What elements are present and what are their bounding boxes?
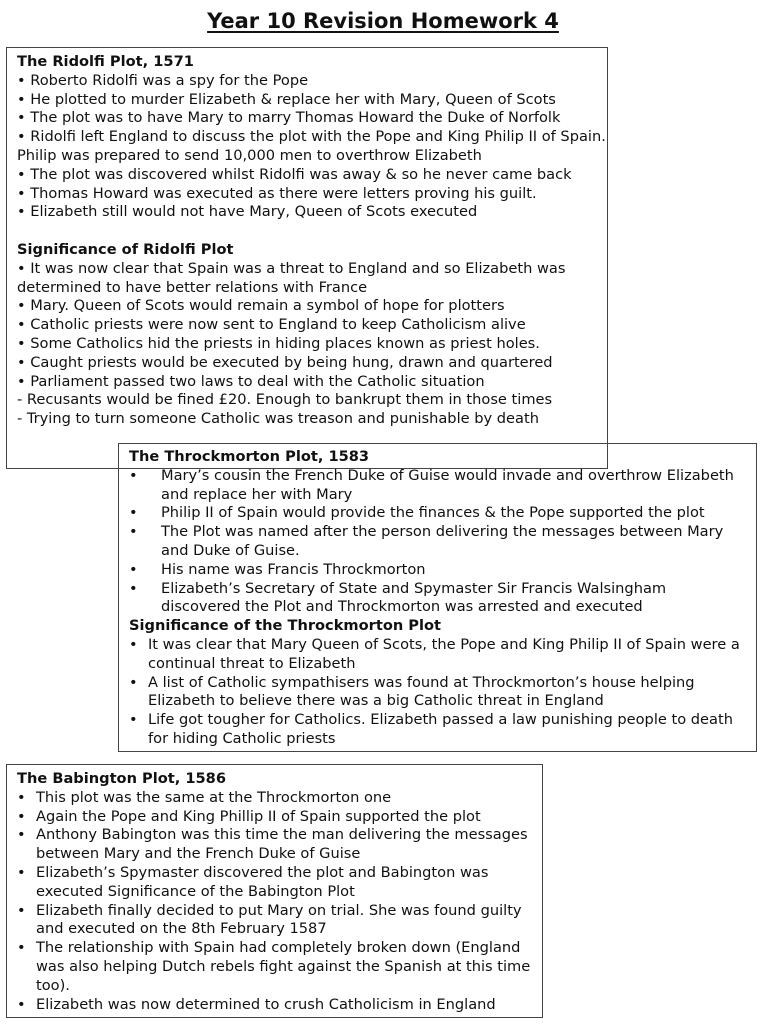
ridolfi-heading: The Ridolfi Plot, 1571 [17,53,194,70]
ridolfi-line: • He plotted to murder Elizabeth & replace her with Mary, Queen of Scots [17,90,556,108]
throckmorton-heading: The Throckmorton Plot, 1583 [129,448,370,465]
list-item: • Philip II of Spain would provide the finances & the Pope supported the plot [129,504,750,523]
list-item: • Elizabeth was now determined to crush Catholicism in England [17,996,536,1015]
ridolfi-significance-line: • Catholic priests were now sent to England to keep Catholicism alive [17,316,526,334]
ridolfi-line: • Elizabeth still would not have Mary, Queen of Scots executed [17,203,478,221]
list-item: • The relationship with Spain had completely broken down (England was also helping Dutch rebels fight against the Spanish at this time too). [17,939,536,995]
ridolfi-line: • Roberto Ridolfi was a spy for the Pope [17,71,309,89]
throckmorton-significance-heading: Significance of the Throckmorton Plot [129,617,442,635]
list-item: • Elizabeth’s Secretary of State and Spymaster Sir Francis Walsingham discovered the Plot and Throckmorton was arrested and executed [129,580,750,618]
page-title: Year 10 Revision Homework 4 [207,9,559,33]
list-item: • His name was Francis Throckmorton [129,561,750,580]
list-item: • Again the Pope and King Phillip II of Spain supported the plot [17,808,536,827]
ridolfi-line: • Thomas Howard was executed as there were letters proving his guilt. [17,184,537,202]
ridolfi-significance-line: - Trying to turn someone Catholic was treason and punishable by death [17,410,539,428]
ridolfi-significance-heading: Significance of Ridolfi Plot [17,240,234,258]
ridolfi-line: • Ridolfi left England to discuss the plot with the Pope and King Philip II of Spain. Philip was prepared to send 10,000 men to overthrow Elizabeth [17,128,606,164]
ridolfi-significance-line: • Parliament passed two laws to deal with the Catholic situation [17,372,485,390]
spacer [17,222,607,241]
ridolfi-significance-line: • Mary. Queen of Scots would remain a symbol of hope for plotters [17,297,505,315]
ridolfi-plot-box [6,47,608,469]
throckmorton-plot-box [118,443,757,752]
list-item: • It was clear that Mary Queen of Scots, the Pope and King Philip II of Spain were a continual threat to Elizabeth [129,636,750,674]
ridolfi-line: • The plot was to have Mary to marry Thomas Howard the Duke of Norfolk [17,109,561,127]
babington-heading: The Babington Plot, 1586 [17,770,226,787]
ridolfi-significance-line: - Recusants would be fined £20. Enough to bankrupt them in those times [17,391,553,409]
list-item: • Elizabeth’s Spymaster discovered the plot and Babington was executed Significance of the Babington Plot [17,864,536,902]
ridolfi-significance-line: • It was now clear that Spain was a threat to England and so Elizabeth was determined to have better relations with France [17,259,566,296]
babington-list [17,789,536,1015]
list-item: • Life got tougher for Catholics. Elizabeth passed a law punishing people to death for hiding Catholic priests [129,711,750,749]
throckmorton-significance-list [129,636,750,749]
ridolfi-significance-line: • Some Catholics hid the priests in hiding places known as priest holes. [17,334,540,352]
list-item: • Mary’s cousin the French Duke of Guise would invade and overthrow Elizabeth and replace her with Mary [129,467,750,505]
ridolfi-line: • The plot was discovered whilst Ridolfi was away & so he never came back [17,165,572,183]
list-item: • Anthony Babington was this time the man delivering the messages between Mary and the French Duke of Guise [17,826,536,864]
list-item: • This plot was the same at the Throckmorton one [17,789,536,808]
list-item: • A list of Catholic sympathisers was found at Throckmorton’s house helping Elizabeth to believe there was a big Catholic threat in England [129,674,750,712]
list-item: • Elizabeth finally decided to put Mary on trial. She was found guilty and executed on the 8th February 1587 [17,902,536,940]
ridolfi-significance-line: • Caught priests would be executed by being hung, drawn and quartered [17,353,553,371]
list-item: • The Plot was named after the person delivering the messages between Mary and Duke of Guise. [129,523,750,561]
throckmorton-list [129,467,750,617]
babington-plot-box [6,764,543,1018]
